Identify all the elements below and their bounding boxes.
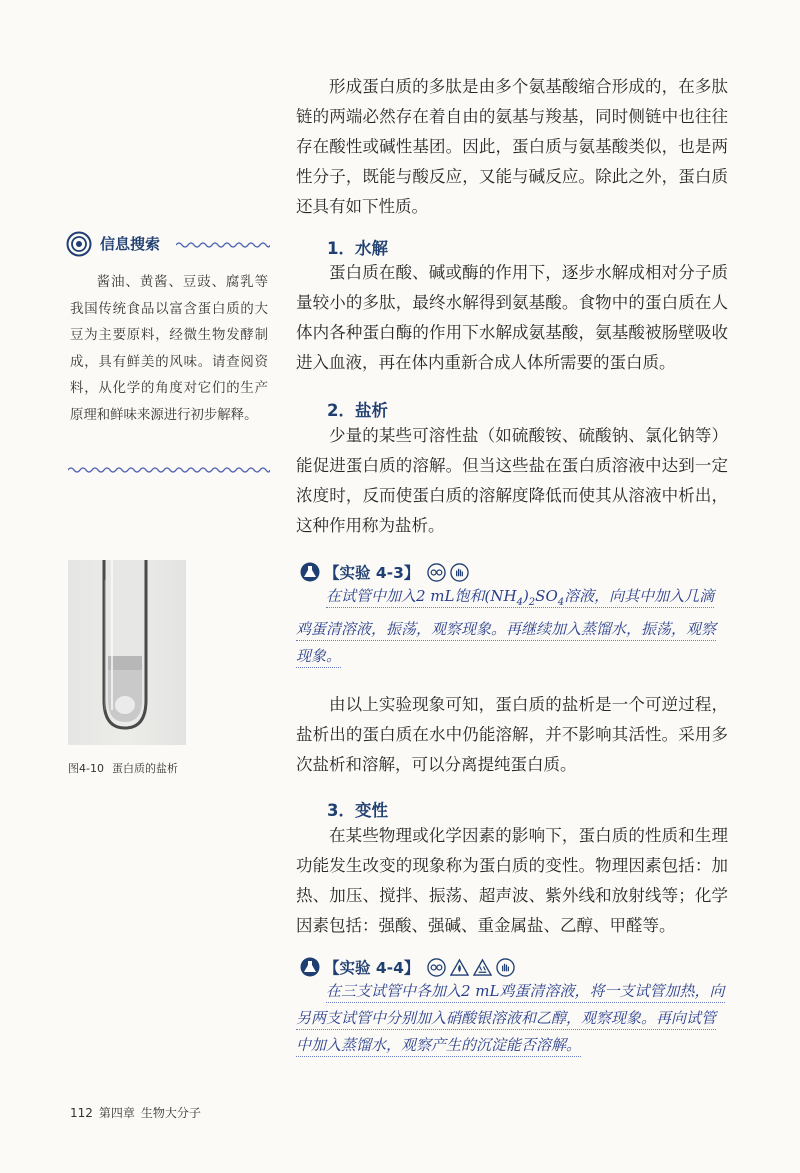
- section-denaturation-heading: 3．变性: [327, 801, 388, 820]
- figure-caption: [68, 760, 178, 776]
- experiment-4-3-procedure: 在试管中加入2 mL饱和$(NH_4)_2SO_4$溶液，向其中加入几滴鸡蛋清溶液，振荡，观察现象。再继续加入蒸馏水，振荡，观察现象。: [296, 583, 728, 670]
- conclusion-paragraph: 由以上实验现象可知，蛋白质的盐析是一个可逆过程，盐析出的蛋白质在水中仍能溶解，并不影响其活性。采用多次盐析和溶解，可以分离提纯蛋白质。: [296, 695, 728, 774]
- sidebar-wavy-rule-top: [176, 240, 270, 250]
- intro-paragraph: 形成蛋白质的多肽是由多个氨基酸缩合形成的，在多肽链的两端必然存在着自由的氨基与羧基，同时侧链中也往往存在酸性或碱性基团。因此，蛋白质与氨基酸类似，也是两性分子，既能与酸反应，又能与碱反应。除此之外，蛋白质还具有如下性质。: [296, 77, 728, 216]
- corrosive-warning-icon: [473, 958, 492, 977]
- section-hydrolysis-heading: 1．水解: [327, 239, 388, 258]
- goggles-icon: [427, 958, 446, 977]
- figure-caption-text: 蛋白质的盐析: [111, 762, 178, 775]
- sidebar-title: 信息搜索: [100, 235, 161, 253]
- page-footer: [70, 1104, 207, 1121]
- hand-wash-icon: [450, 563, 469, 582]
- sidebar-wavy-rule-bottom: [68, 465, 270, 475]
- page-number: 112: [70, 1106, 93, 1120]
- experiment-4-3-header: [300, 558, 473, 586]
- sidebar-body: 酱油、黄酱、豆豉、腐乳等我国传统食品以富含蛋白质的大豆为主要原料，经微生物发酵制成，具有鲜美的风味。请查阅资料，从化学的角度对它们的生产原理和鲜味来源进行初步解释。: [70, 275, 268, 423]
- goggles-icon: [427, 563, 446, 582]
- figure-number: 图4-10: [68, 762, 104, 775]
- test-tube-photo: [68, 560, 186, 745]
- section-denaturation-body: 在某些物理或化学因素的影响下，蛋白质的性质和生理功能发生改变的现象称为蛋白质的变性。物理因素包括：加热、加压、搅拌、振荡、超声波、紫外线和放射线等；化学因素包括：强酸、强碱、重金属盐、乙醇、甲醛等。: [296, 826, 728, 935]
- section-salting-body: 少量的某些可溶性盐（如硫酸铵、硫酸钠、氯化钠等）能促进蛋白质的溶解。但当这些盐在蛋白质溶液中达到一定浓度时，反而使蛋白质的溶解度降低而使其从溶液中析出，这种作用称为盐析。: [296, 426, 728, 535]
- flask-icon: [300, 957, 320, 977]
- hand-wash-icon: [496, 958, 515, 977]
- section-salting-heading: 2．盐析: [327, 401, 388, 420]
- info-search-icon: [66, 231, 92, 257]
- experiment-4-4-header: [300, 953, 519, 981]
- section-hydrolysis-body: 蛋白质在酸、碱或酶的作用下，逐步水解成相对分子质量较小的多肽，最终水解得到氨基酸。食物中的蛋白质在人体内各种蛋白酶的作用下水解成氨基酸，氨基酸被肠壁吸收进入血液，再在体内重新合成人体所需要的蛋白质。: [296, 263, 728, 372]
- flask-icon: [300, 562, 320, 582]
- chapter-title: 生物大分子: [140, 1106, 201, 1120]
- experiment-4-3-title: 【实验 4-3】: [324, 564, 420, 582]
- flammable-warning-icon: [450, 958, 469, 977]
- experiment-4-4-title: 【实验 4-4】: [324, 959, 420, 977]
- chapter-label: 第四章: [98, 1106, 135, 1120]
- experiment-4-4-procedure: 在三支试管中各加入2 mL鸡蛋清溶液，将一支试管加热，向另两支试管中分别加入硝酸银溶液和乙醇，观察现象。再向试管中加入蒸馏水，观察产生的沉淀能否溶解。: [296, 978, 728, 1059]
